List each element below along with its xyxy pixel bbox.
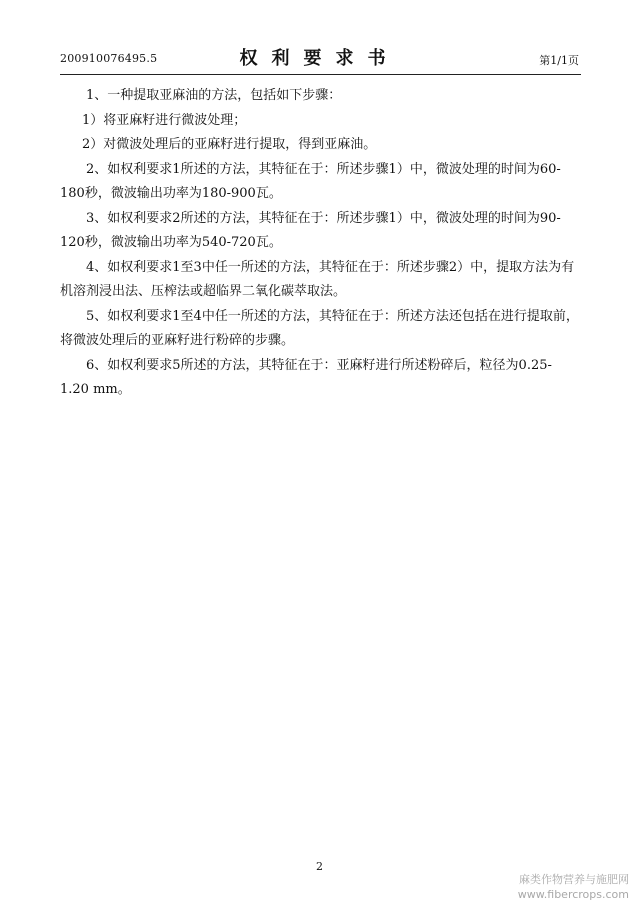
application-number: 200910076495.5 — [60, 52, 158, 65]
claim-1: 1、一种提取亚麻油的方法，包括如下步骤： — [86, 88, 342, 103]
page-label: 第1/1页 — [539, 54, 579, 67]
claims-body — [60, 84, 579, 403]
claim-3: 3、如权利要求2所述的方法，其特征在于：所述步骤1）中，微波处理的时间为90-120秒，微波输出功率为540-720瓦。 — [60, 210, 561, 250]
watermark — [518, 872, 629, 902]
page-number: 2 — [316, 860, 323, 873]
claim-6: 6、如权利要求5所述的方法，其特征在于：亚麻籽进行所述粉碎后，粒径为0.25-1.20 mm。 — [60, 357, 552, 397]
claim-4: 4、如权利要求1至3中任一所述的方法，其特征在于：所述步骤2）中，提取方法为有机溶剂浸出法、压榨法或超临界二氧化碳萃取法。 — [60, 259, 575, 299]
page-header — [60, 44, 579, 74]
claim-1-step-2: 2）对微波处理后的亚麻籽进行提取，得到亚麻油。 — [82, 137, 377, 152]
claim-5: 5、如权利要求1至4中任一所述的方法，其特征在于：所述方法还包括在进行提取前，将微波处理后的亚麻籽进行粉碎的步骤。 — [60, 308, 579, 348]
header-rule — [60, 74, 581, 75]
watermark-line-1: 麻类作物营养与施肥网 — [519, 873, 629, 886]
watermark-line-2: www.fibercrops.com — [517, 888, 629, 901]
claim-1-step-1: 1）将亚麻籽进行微波处理； — [82, 112, 247, 128]
claim-2: 2、如权利要求1所述的方法，其特征在于：所述步骤1）中，微波处理的时间为60-180秒，微波输出功率为180-900瓦。 — [60, 161, 561, 201]
document-title: 权利要求书 — [239, 48, 400, 69]
